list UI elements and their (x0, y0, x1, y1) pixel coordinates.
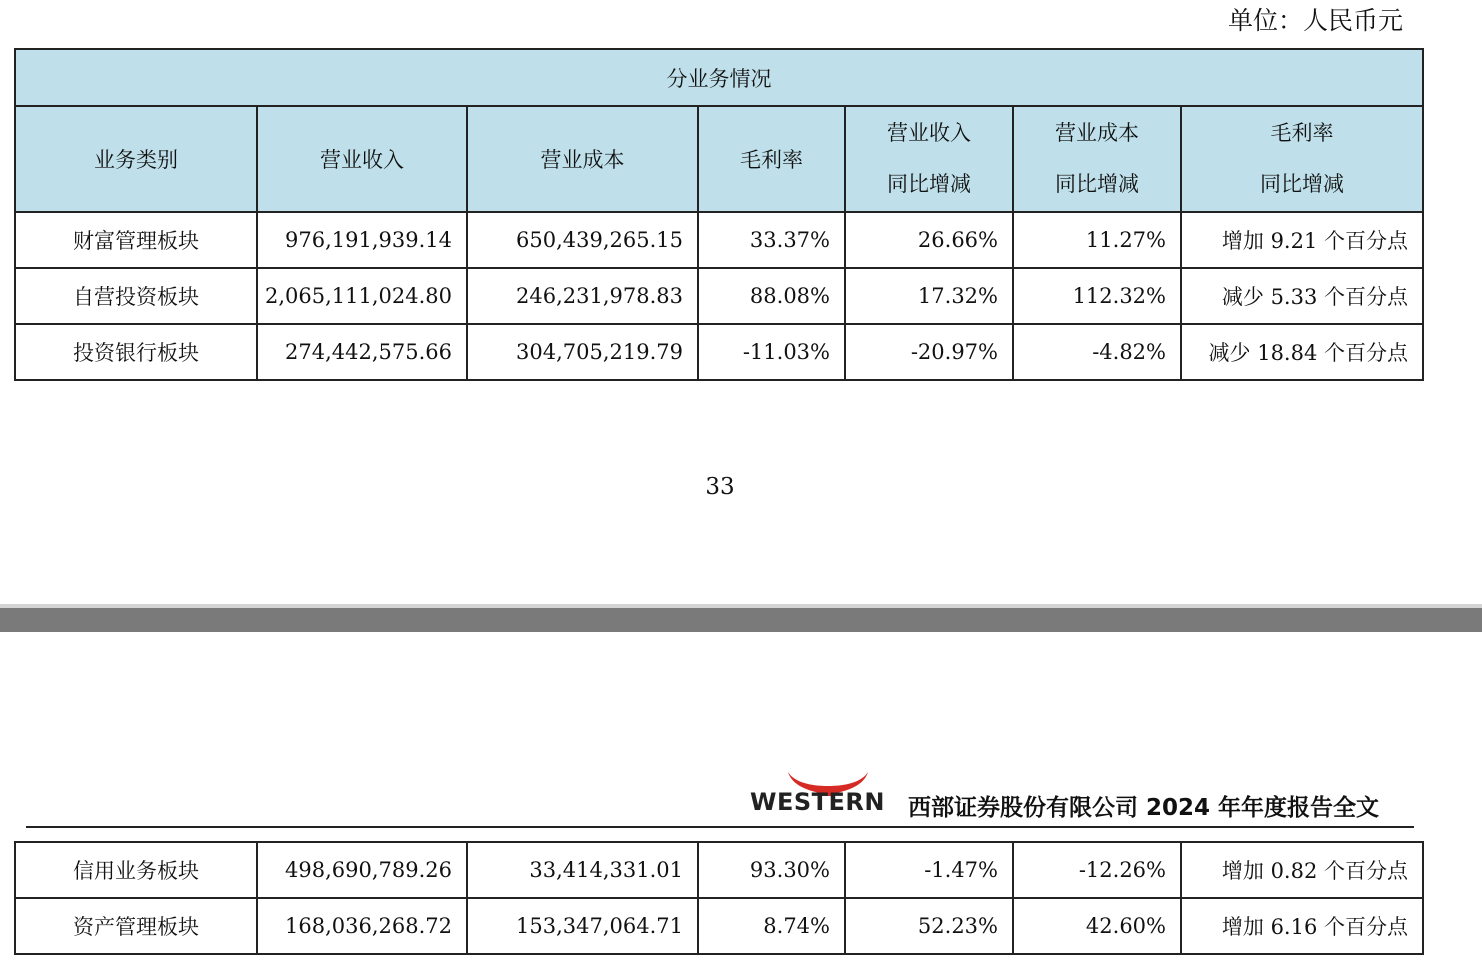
table-row (15, 842, 1423, 898)
col-header-revenue-yoy-line2: 同比增减 (887, 172, 971, 196)
cell-margin: -11.03% (698, 324, 845, 380)
cell-cost-yoy: 112.32% (1013, 268, 1181, 324)
cell-revenue: 2,065,111,024.80 (257, 268, 467, 324)
page-number: 33 (705, 474, 735, 500)
col-header-cost-yoy-line2: 同比增减 (1055, 172, 1139, 196)
cell-margin-yoy: 增加 9.21 个百分点 (1181, 212, 1423, 268)
header-rule (26, 826, 1414, 828)
table-row (15, 268, 1423, 324)
col-header-revenue: 营业收入 (257, 106, 467, 212)
cell-category: 投资银行板块 (15, 324, 257, 380)
cell-cost: 650,439,265.15 (467, 212, 698, 268)
cell-cost-yoy: 11.27% (1013, 212, 1181, 268)
cell-revenue: 168,036,268.72 (257, 898, 467, 954)
cell-category: 自营投资板块 (15, 268, 257, 324)
cell-cost-yoy: -12.26% (1013, 842, 1181, 898)
cell-revenue: 976,191,939.14 (257, 212, 467, 268)
table-row (15, 212, 1423, 268)
cell-margin-yoy: 减少 18.84 个百分点 (1181, 324, 1423, 380)
business-segment-table (14, 48, 1424, 381)
cell-margin-yoy: 增加 6.16 个百分点 (1181, 898, 1423, 954)
col-header-margin-yoy (1181, 106, 1423, 212)
cell-cost: 246,231,978.83 (467, 268, 698, 324)
cell-cost-yoy: -4.82% (1013, 324, 1181, 380)
col-header-cost-yoy (1013, 106, 1181, 212)
report-header-title: 西部证券股份有限公司 2024 年年度报告全文 (908, 795, 1380, 821)
table-row (15, 898, 1423, 954)
page-break-divider (0, 608, 1482, 632)
cell-margin: 33.37% (698, 212, 845, 268)
table-row (15, 324, 1423, 380)
col-header-category: 业务类别 (15, 106, 257, 212)
company-logo-text: WESTERN (750, 788, 885, 816)
cell-margin: 88.08% (698, 268, 845, 324)
cell-cost: 153,347,064.71 (467, 898, 698, 954)
cell-revenue-yoy: 52.23% (845, 898, 1013, 954)
cell-margin-yoy: 减少 5.33 个百分点 (1181, 268, 1423, 324)
col-header-margin-yoy-line1: 毛利率 (1270, 121, 1334, 145)
cell-revenue-yoy: -1.47% (845, 842, 1013, 898)
cell-revenue: 274,442,575.66 (257, 324, 467, 380)
col-header-revenue-yoy (845, 106, 1013, 212)
table-header-row (15, 106, 1423, 212)
cell-margin: 93.30% (698, 842, 845, 898)
col-header-margin-yoy-line2: 同比增减 (1260, 172, 1344, 196)
col-header-revenue-yoy-line1: 营业收入 (887, 121, 971, 145)
col-header-cost-yoy-line1: 营业成本 (1055, 121, 1139, 145)
cell-cost-yoy: 42.60% (1013, 898, 1181, 954)
cell-category: 财富管理板块 (15, 212, 257, 268)
cell-revenue: 498,690,789.26 (257, 842, 467, 898)
section-title: 分业务情况 (15, 49, 1423, 106)
cell-revenue-yoy: 26.66% (845, 212, 1013, 268)
cell-category: 资产管理板块 (15, 898, 257, 954)
business-segment-table-continued (14, 841, 1424, 955)
col-header-cost: 营业成本 (467, 106, 698, 212)
cell-cost: 304,705,219.79 (467, 324, 698, 380)
cell-margin-yoy: 增加 0.82 个百分点 (1181, 842, 1423, 898)
col-header-margin: 毛利率 (698, 106, 845, 212)
cell-category: 信用业务板块 (15, 842, 257, 898)
unit-label: 单位：人民币元 (1228, 6, 1404, 35)
cell-revenue-yoy: -20.97% (845, 324, 1013, 380)
cell-cost: 33,414,331.01 (467, 842, 698, 898)
cell-revenue-yoy: 17.32% (845, 268, 1013, 324)
table-title-row (15, 49, 1423, 106)
cell-margin: 8.74% (698, 898, 845, 954)
